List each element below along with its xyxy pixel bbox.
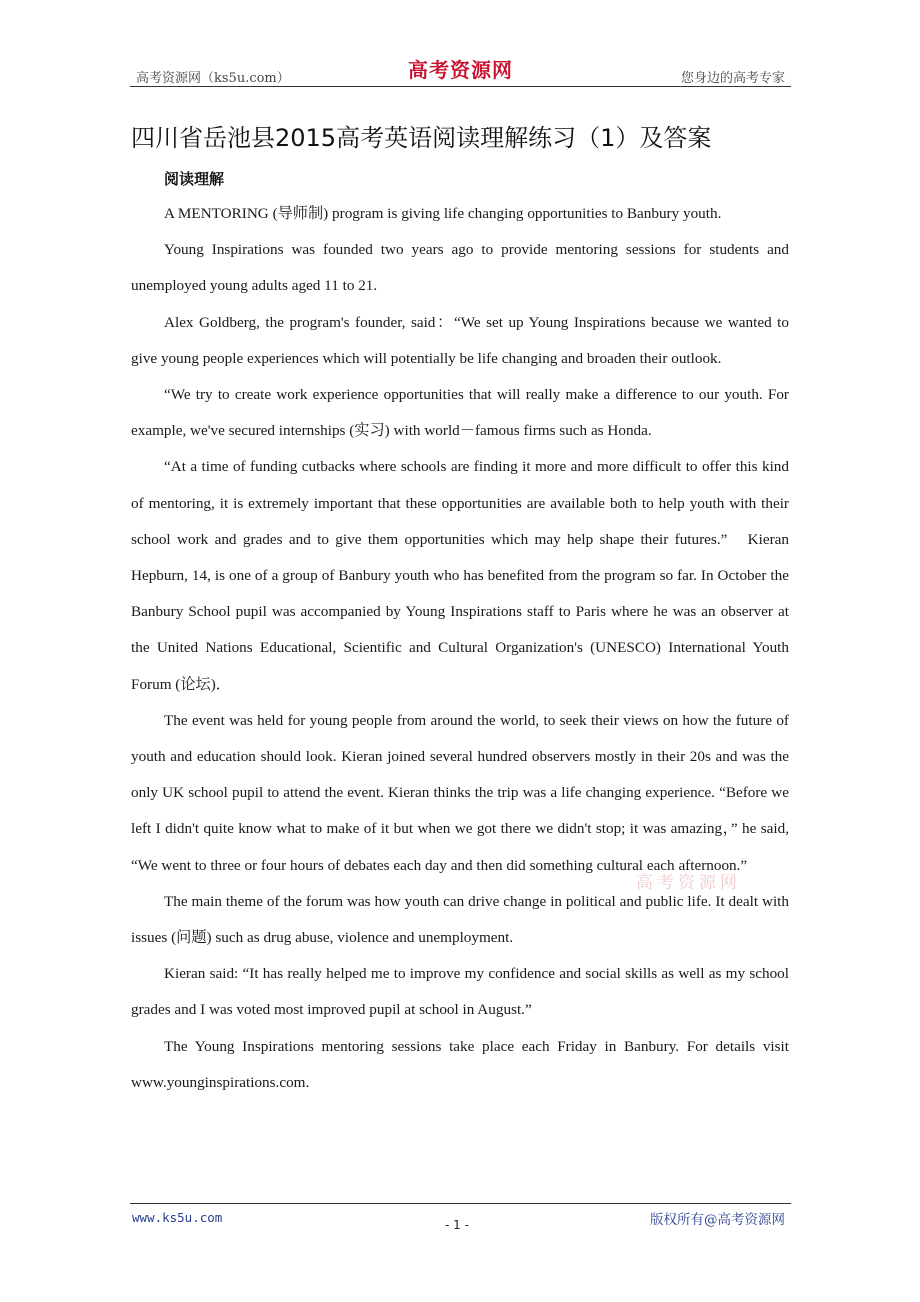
paragraph: The main theme of the forum was how youth can drive change in political and public life. It dealt with issues (问题) such as drug abuse, violence and unemployment. bbox=[131, 892, 789, 947]
paragraph: A MENTORING (导师制) program is giving life changing opportunities to Banbury youth. bbox=[164, 205, 722, 222]
paragraph: Alex Goldberg, the program's founder, said：“We set up Young Inspirations because we wanted to give young people experiences which will potentially be life changing and broaden their outlook. bbox=[131, 313, 789, 367]
paragraph: The event was held for young people from around the world, to seek their views on how the future of youth and education should look. Kieran joined several hundred observers mostly in their 20s and was the only UK school pupil to attend the event. Kieran thinks the trip was a life changing experience. “Before we left I didn't quite know what to make of it but when we got there we didn't stop; it was amazing，” he said, “We went to three or four hours of debates each day and then did something cultural each afternoon.” bbox=[131, 711, 789, 874]
page-number: - 1 - bbox=[445, 1218, 469, 1232]
header-logo: 高考资源网 bbox=[408, 58, 513, 82]
footer-site-link[interactable]: www.ks5u.com bbox=[132, 1210, 223, 1225]
page-header bbox=[130, 52, 791, 87]
page-footer bbox=[130, 1203, 791, 1234]
passage-body bbox=[131, 196, 789, 1101]
paragraph: “We try to create work experience opportunities that will really make a difference to our youth. For example, we've secured internships (实习) with world－famous firms such as Honda. bbox=[131, 386, 789, 440]
paragraph: Kieran said: “It has really helped me to improve my confidence and social skills as well as my school grades and I was voted most improved pupil at school in August.” bbox=[131, 965, 789, 1019]
section-heading: 阅读理解 bbox=[164, 170, 225, 188]
header-tagline: 您身边的高考专家 bbox=[680, 71, 785, 86]
header-site-name: 高考资源网（ks5u.com） bbox=[136, 71, 290, 86]
paragraph: The Young Inspirations mentoring sessions take place each Friday in Banbury. For details visit www.younginspirations.com. bbox=[131, 1037, 789, 1091]
footer-copyright: 版权所有@高考资源网 bbox=[650, 1212, 785, 1228]
paragraph: Young Inspirations was founded two years ago to provide mentoring sessions for students and unemployed young adults aged 11 to 21. bbox=[131, 241, 789, 295]
document-title: 四川省岳池县2015高考英语阅读理解练习（1）及答案 bbox=[131, 124, 712, 152]
watermark: 高考资源网 bbox=[636, 873, 741, 893]
paragraph: “At a time of funding cutbacks where schools are finding it more and more difficult to offer this kind of mentoring, it is extremely important that these opportunities are available both to help youth with their school work and grades and to give them opportunities which may help shape their futures.” Kieran Hepburn, 14, is one of a group of Banbury youth who has benefited from the program so far. In October the Banbury School pupil was accompanied by Young Inspirations staff to Paris where he was an observer at the United Nations Educational, Scientific and Cultural Organization's (UNESCO) International Youth Forum (论坛)． bbox=[131, 458, 789, 693]
